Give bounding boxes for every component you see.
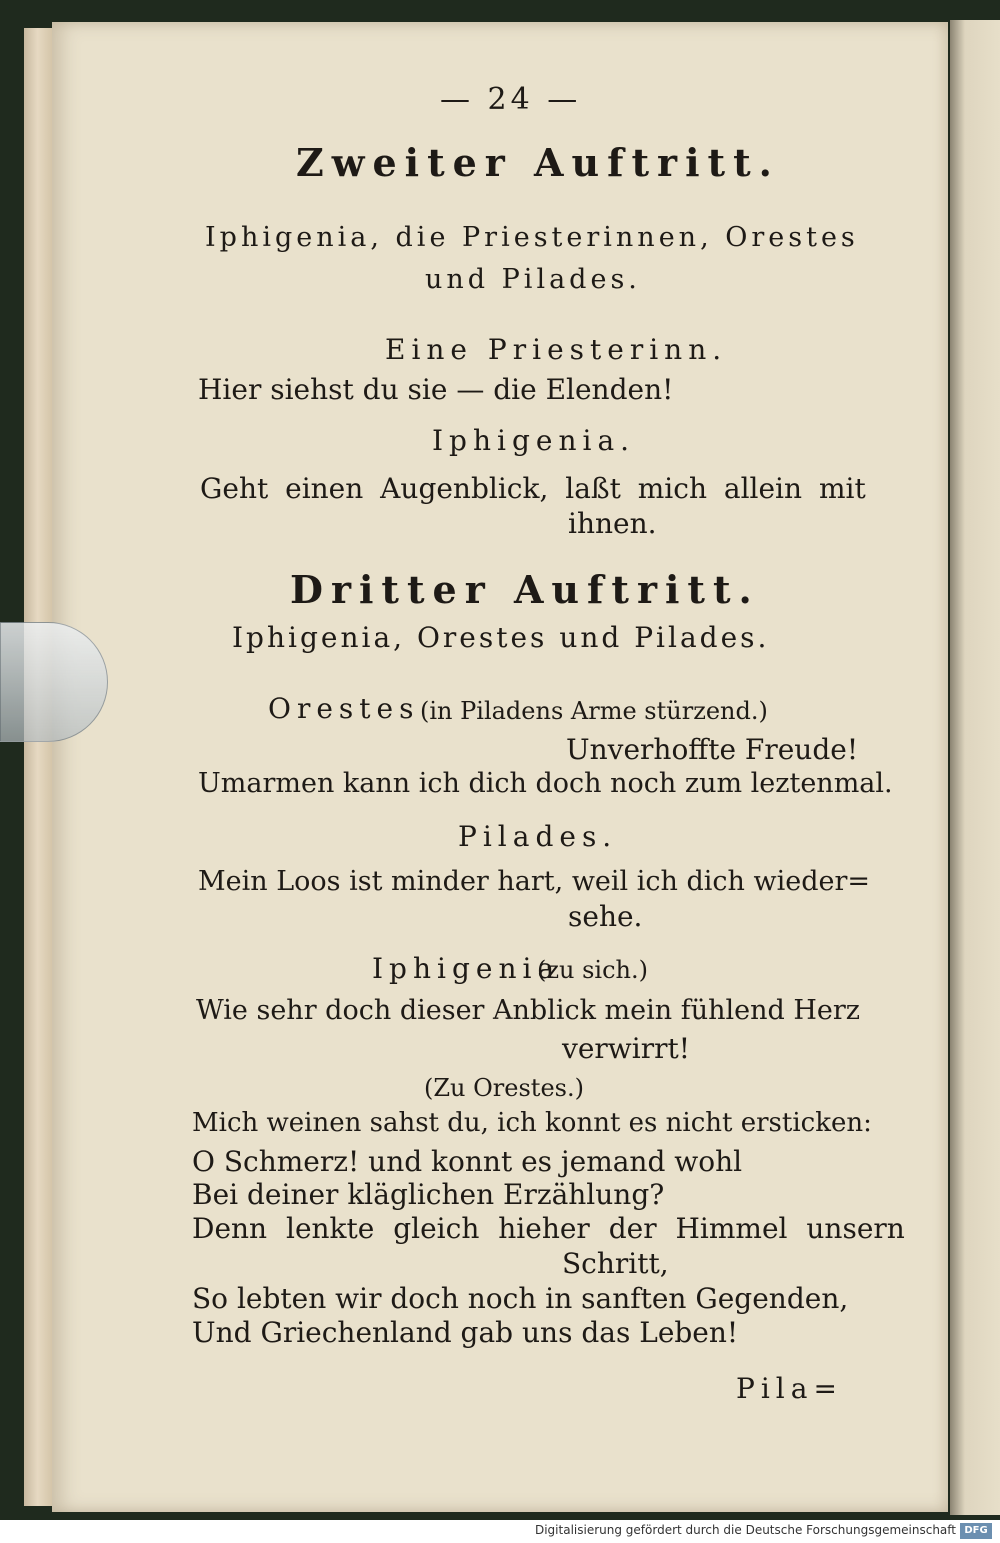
cast-list-line2: und Pilades. [425, 264, 641, 295]
page-number: — 24 — [440, 82, 582, 117]
speech-iphigenia-3-line1: Mich weinen sahst du, ich konnt es nicht ersticken: [192, 1108, 872, 1138]
funding-notice: Digitalisierung gefördert durch die Deutsche Forschungsgemeinschaft [534, 1523, 956, 1537]
speech-orestes-line2: Umarmen kann ich dich doch noch zum leztenmal. [198, 768, 893, 799]
speech-pilades-line1: Mein Loos ist minder hart, weil ich dich wieder= [198, 866, 871, 897]
speech-priesterinn: Hier siehst du sie — die Elenden! [198, 373, 674, 406]
speaker-priesterinn: Eine Priesterinn. [385, 333, 728, 366]
cast-list-line1: Iphigenia, die Priesterinnen, Orestes [205, 222, 859, 253]
speech-iphigenia-1-line1: Geht einen Augenblick, laßt mich allein mit [200, 472, 866, 505]
speech-orestes-line1: Unverhoffte Freude! [566, 733, 859, 766]
scene-heading-zweiter: Zweiter Auftritt. [296, 140, 780, 185]
speech-iphigenia-3-line5: Schritt, [562, 1247, 669, 1280]
speech-iphigenia-3-line7: Und Griechenland gab uns das Leben! [192, 1316, 739, 1349]
footer-bar [0, 1520, 1000, 1543]
stage-direction-orestes: (in Piladens Arme stürzend.) [420, 697, 768, 725]
speech-iphigenia-3-line2: O Schmerz! und konnt es jemand wohl [192, 1145, 743, 1178]
speaker-pilades: Pilades. [458, 820, 618, 853]
speech-iphigenia-1-line2: ihnen. [568, 507, 657, 540]
scene-heading-dritter: Dritter Auftritt. [290, 567, 760, 612]
catchword: Pila= [736, 1372, 843, 1405]
speaker-iphigenia-1: Iphigenia. [432, 424, 636, 457]
stage-direction-zu-sich: (zu sich.) [537, 956, 648, 984]
speech-iphigenia-2-line1: Wie sehr doch dieser Anblick mein fühlend Herz [196, 995, 861, 1026]
speech-iphigenia-3-line4: Denn lenkte gleich hieher der Himmel unsern [192, 1212, 905, 1245]
cast-list-scene3: Iphigenia, Orestes und Pilades. [232, 621, 770, 654]
speaker-iphigenia-2: Iphigenia [372, 952, 561, 985]
speaker-orestes: Orestes [268, 692, 420, 725]
facing-page-edge [950, 20, 1000, 1515]
speech-pilades-line2: sehe. [568, 900, 643, 933]
speech-iphigenia-3-line3: Bei deiner kläglichen Erzählung? [192, 1178, 665, 1211]
speech-iphigenia-2-line2: verwirrt! [562, 1032, 690, 1065]
dfg-logo: DFG [960, 1523, 992, 1539]
speech-iphigenia-3-line6: So lebten wir doch noch in sanften Gegenden, [192, 1282, 849, 1315]
stage-direction-zu-orestes: (Zu Orestes.) [424, 1074, 584, 1102]
